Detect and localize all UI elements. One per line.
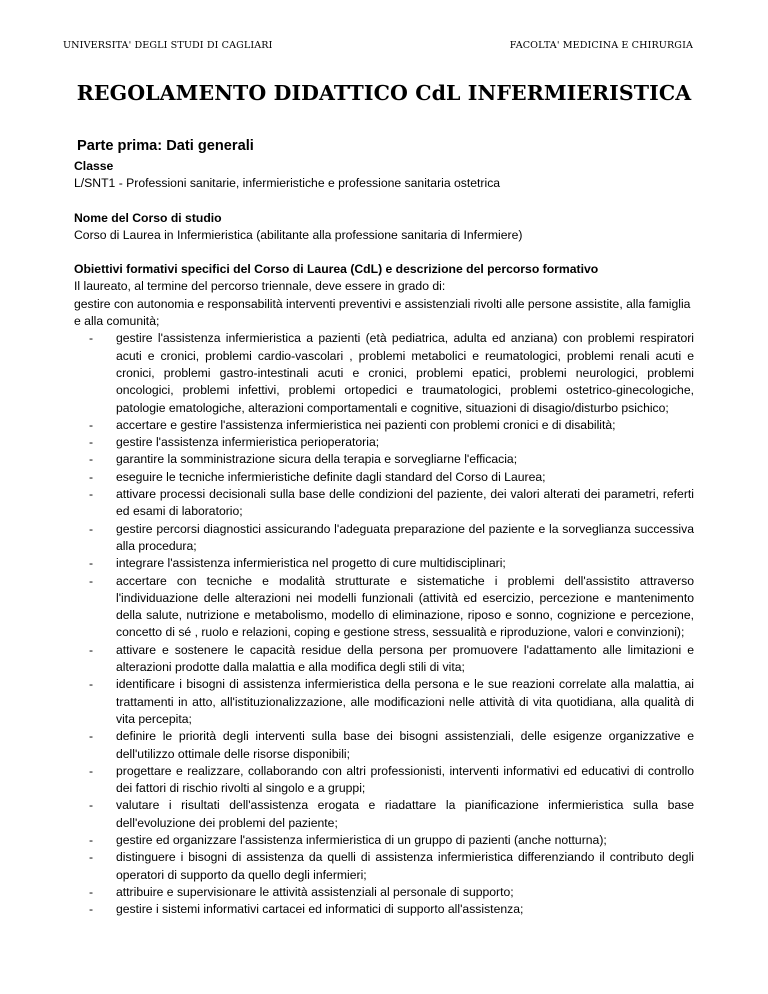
list-item (74, 849, 694, 884)
bullet-dash: - (89, 331, 94, 346)
list-item-text: attivare processi decisionali sulla base delle condizioni del paziente, dei valori alterati dei parametri, referti ed esami di laboratorio; (116, 487, 694, 519)
list-item-text: accertare con tecniche e modalità strutturate e sistematiche i problemi dell'assistito attraverso l'individuazione delle alterazioni nei modelli funzionali (attività ed esercizio, percezione e mantenimento della salute, nutrizione e metabolismo, modello di eliminazione, riposo e sonno, cognizione e percezione, concetto di sé , ruolo e relazioni, coping e gestione stress, sessualità e riproduzione, valori e convinzioni); (116, 573, 694, 640)
list-item (74, 521, 694, 556)
bullet-dash: - (89, 677, 94, 692)
bullet-dash: - (89, 642, 94, 657)
bullet-dash: - (89, 521, 94, 536)
list-item (74, 642, 694, 677)
classe-label: Classe (74, 159, 114, 173)
part-heading: Parte prima: Dati generali (77, 138, 254, 154)
list-item-text: eseguire le tecniche infermieristiche definite dagli standard del Corso di Laurea; (116, 469, 546, 484)
list-item-text: gestire ed organizzare l'assistenza infermieristica di un gruppo di pazienti (anche notturna); (116, 832, 607, 847)
list-item (74, 486, 694, 521)
bullet-dash: - (89, 763, 94, 778)
document-title: REGOLAMENTO DIDATTICO CdL INFERMIERISTICA (76, 81, 692, 105)
bullet-dash: - (89, 902, 94, 917)
obiettivi-heading: Obiettivi formativi specifici del Corso di Laurea (CdL) e descrizione del percorso formativo (74, 262, 599, 277)
list-item (74, 797, 694, 832)
list-item-text: valutare i risultati dell'assistenza erogata e riadattare la pianificazione infermieristica sulla base dell'evoluzione dei problemi del paziente; (116, 798, 694, 830)
list-item-text: accertare e gestire l'assistenza infermieristica nei pazienti con problemi cronici e di disabilità; (116, 417, 616, 432)
list-item (74, 555, 694, 572)
document-body (74, 136, 694, 918)
list-item-text: definire le priorità degli interventi sulla base dei bisogni assistenziali, delle esigenze organizzative e dell'utilizzo ottimale delle risorse disponibili; (116, 729, 694, 761)
bullet-dash: - (89, 850, 94, 865)
list-item-text: identificare i bisogni di assistenza infermieristica della persona e le sue reazioni correlate alla malattia, ai trattamenti in atto, all'istituzionalizzazione, alle modificazioni nelle attività di vita quotidiana, alla qualità di vita percepita; (116, 677, 694, 726)
list-item (74, 901, 694, 918)
bullet-dash: - (89, 452, 94, 467)
bullet-dash: - (89, 884, 94, 899)
list-item (74, 763, 694, 798)
list-item (74, 676, 694, 728)
list-item-text: attribuire e supervisionare le attività assistenziali al personale di supporto; (116, 884, 514, 899)
list-item (74, 728, 694, 763)
list-item-text: gestire i sistemi informativi cartacei ed informatici di supporto all'assistenza; (116, 902, 524, 917)
obiettivi-list (74, 330, 694, 918)
nome-corso-value: Corso di Laurea in Infermieristica (abilitante alla professione sanitaria di Infermiere) (74, 227, 523, 242)
bullet-dash: - (89, 573, 94, 588)
list-item-text: gestire l'assistenza infermieristica a pazienti (età pediatrica, adulta ed anziana) con problemi respiratori acuti e cronici, problemi cardio-vascolari , problemi metabolici e reumatologici, problemi renali acuti e cronici, problemi gastro-intestinali acuti e cronici, problemi epatici, problemi neurologici, problemi oncologici, problemi infettivi, problemi ortopedici e traumatologici, problemi ostetrico-ginecologiche, patologie ematologiche, alterazioni comportamentali e cognitive, situazioni di disagio/disturbo psichico; (116, 331, 694, 415)
list-item (74, 417, 694, 434)
list-item-text: gestire percorsi diagnostici assicurando l'adeguata preparazione del paziente e la sorveglianza successiva alla procedura; (116, 521, 694, 553)
list-item (74, 884, 694, 901)
bullet-dash: - (89, 417, 94, 432)
bullet-dash: - (89, 729, 94, 744)
list-item (74, 832, 694, 849)
list-item-text: integrare l'assistenza infermieristica nel progetto di cure multidisciplinari; (116, 556, 506, 571)
list-item (74, 469, 694, 486)
list-item (74, 451, 694, 468)
obiettivi-intro: Il laureato, al termine del percorso triennale, deve essere in grado di: (74, 279, 446, 294)
bullet-dash: - (89, 832, 94, 847)
classe-value: L/SNT1 - Professioni sanitarie, infermieristiche e professione sanitaria ostetrica (74, 176, 501, 191)
bullet-dash: - (89, 435, 94, 450)
list-item-text: garantire la somministrazione sicura della terapia e sorvegliarne l'efficacia; (116, 452, 518, 467)
obiettivi-intro-2: gestire con autonomia e responsabilità interventi preventivi e assistenziali rivolti alle persone assistite, alla famiglia e alla comunità; (74, 296, 691, 329)
list-item-text: distinguere i bisogni di assistenza da quelli di assistenza infermieristica differenziando il contributo degli operatori di supporto da quello degli infermieri; (116, 850, 694, 882)
bullet-dash: - (89, 798, 94, 813)
bullet-dash: - (89, 556, 94, 571)
bullet-dash: - (89, 469, 94, 484)
list-item-text: attivare e sostenere le capacità residue della persona per promuovere l'adattamento alle limitazioni e alterazioni prodotte dalla malattia e alla modifica degli stili di vita; (116, 642, 694, 675)
list-item (74, 573, 694, 642)
list-item (74, 434, 694, 451)
header-university: UNIVERSITA' DEGLI STUDI DI CAGLIARI (63, 40, 273, 51)
nome-corso-label: Nome del Corso di studio (74, 210, 222, 225)
header-faculty: FACOLTA' MEDICINA E CHIRURGIA (509, 40, 693, 51)
list-item-text: progettare e realizzare, collaborando con altri professionisti, interventi informativi ed educativi di controllo dei fattori di rischio rivolti al singolo e a gruppi; (116, 763, 694, 796)
list-item (74, 330, 694, 416)
bullet-dash: - (89, 487, 94, 502)
list-item-text: gestire l'assistenza infermieristica perioperatoria; (116, 435, 380, 450)
